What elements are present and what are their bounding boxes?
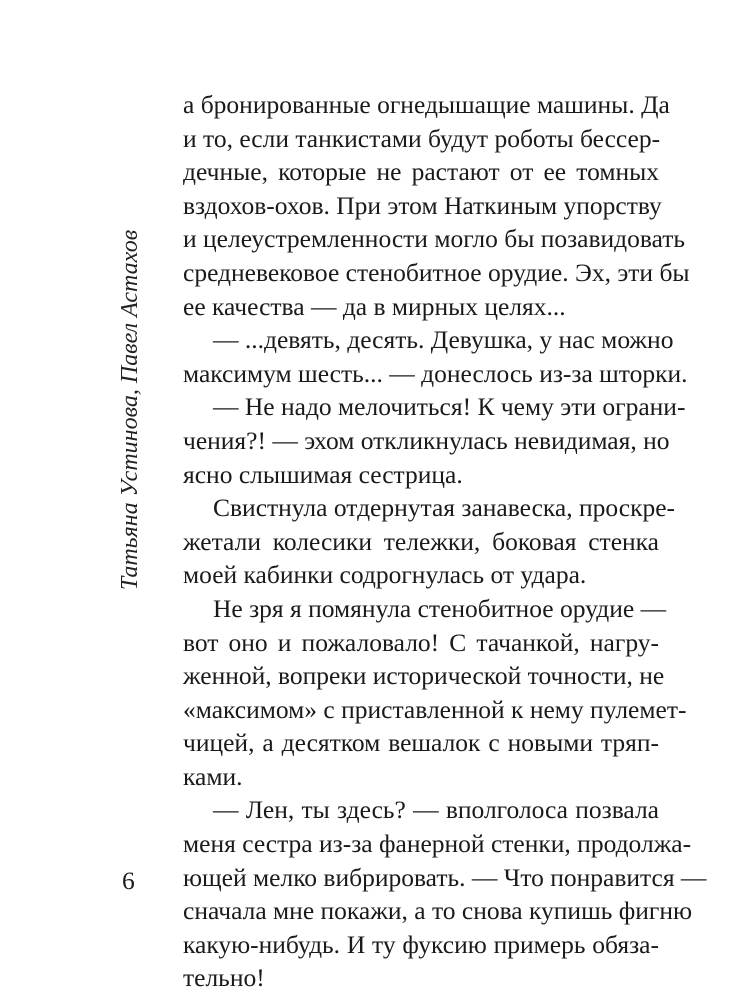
text-line: — ...девять, десять. Девушка, у нас можно — [213, 325, 674, 355]
text-line: средневековое стенобитное орудие. Эх, эти бы — [183, 257, 690, 287]
text-line: моей кабинки содрогнулась от удара. — [183, 560, 587, 590]
text-line: и то, если танкистами будут роботы бессер- — [183, 123, 661, 153]
text-line: Не зря я помянула стенобитное орудие — — [213, 593, 667, 623]
text-line: ее качества — да в мирных целях... — [183, 291, 566, 321]
text-line: вздохов-охов. При этом Наткиным упорству — [183, 190, 662, 220]
body-text — [183, 88, 707, 995]
text-line: жетали колесики тележки, боковая стенка — [183, 526, 659, 556]
text-line: ками. — [183, 761, 243, 791]
text-line: какую-нибудь. И ту фуксию примерь обяза- — [183, 929, 659, 959]
running-head: Татьяна Устинова, Павел Астахов — [117, 229, 143, 591]
text-line: вот оно и пожаловало! С тачанкой, нагру- — [183, 627, 659, 657]
text-line: сначала мне покажи, а то снова купишь фигню — [183, 896, 693, 926]
text-line: а бронированные огнедышащие машины. Да — [183, 90, 670, 119]
text-line: ющей мелко вибрировать. — Что понравится — — [183, 862, 707, 892]
text-line: чицей, а десятком вешалок с новыми тряп- — [183, 728, 659, 758]
text-line: — Не надо мелочиться! К чему эти ограни- — [213, 392, 686, 422]
text-line: женной, вопреки исторической точности, не — [183, 661, 665, 691]
text-line: дечные, которые не растают от ее томных — [183, 157, 659, 187]
text-line: тельно! — [183, 963, 265, 993]
text-line: ясно слышимая сестрица. — [183, 459, 463, 489]
text-line: «максимом» с приставленной к нему пулемет- — [183, 694, 687, 724]
page-number: 6 — [122, 866, 135, 895]
text-line: максимум шесть... — донеслось из-за шторки. — [183, 358, 688, 388]
text-line: и целеустремленности могло бы позавидовать — [183, 224, 686, 254]
text-line: — Лен, ты здесь? — вполголоса позвала — [213, 795, 659, 825]
text-line: Свистнула отдернутая занавеска, проскре- — [213, 493, 676, 523]
text-line: чения?! — эхом откликнулась невидимая, но — [183, 425, 670, 455]
text-line: меня сестра из-за фанерной стенки, продолжа- — [183, 829, 692, 859]
